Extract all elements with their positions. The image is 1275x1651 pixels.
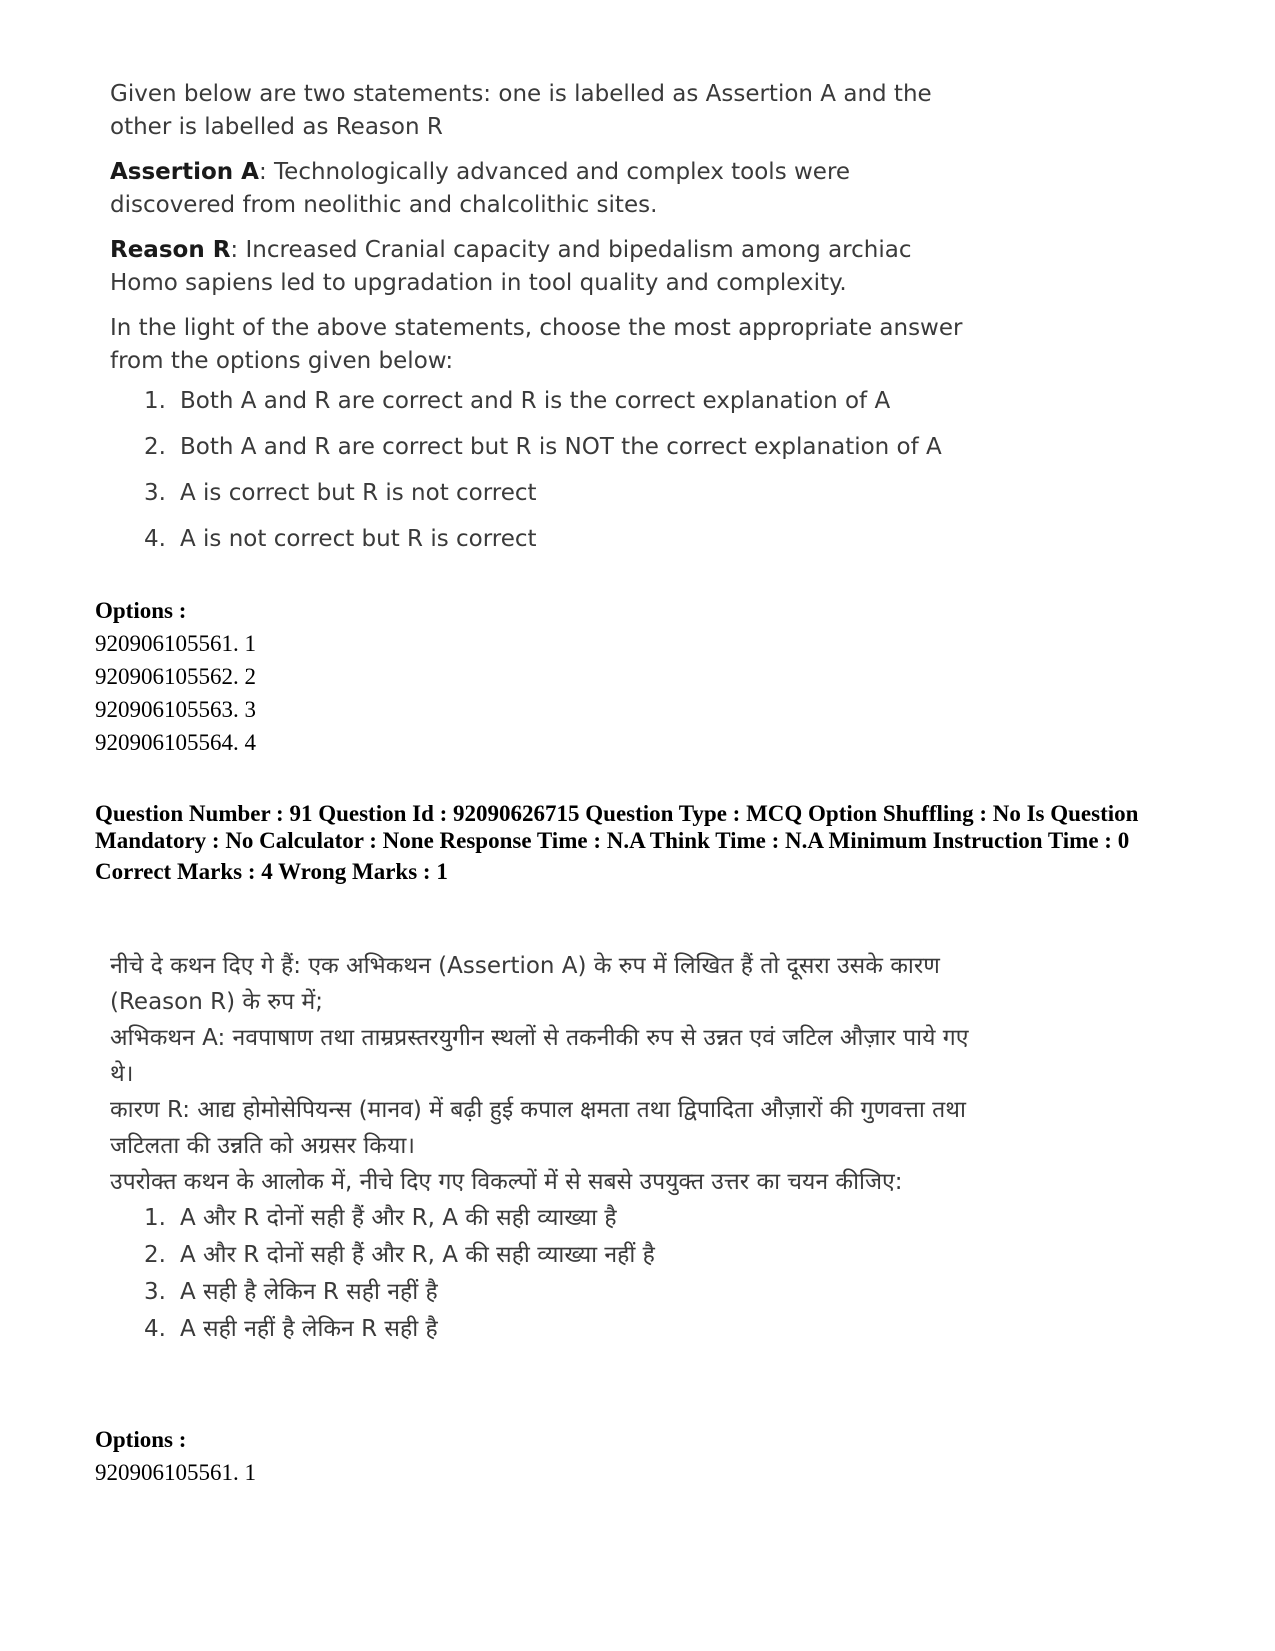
question-intro: Given below are two statements: one is labelled as Assertion A and the other is labelled as Reason R — [110, 81, 932, 140]
instruction-hindi: उपरोक्त कथन के आलोक में, नीचे दिए गए विकल्पों में से सबसे उपयुक्त उत्तर का चयन कीजिए: — [110, 1169, 903, 1195]
options-label: Options : — [95, 598, 187, 623]
answer-choices-english — [110, 378, 970, 562]
option-id: 920906105561. 1 — [95, 1460, 256, 1485]
choice-text: A सही नहीं है लेकिन R सही है — [180, 1316, 438, 1342]
option-id: 920906105563. 3 — [95, 697, 256, 722]
answer-choice — [110, 470, 970, 516]
choice-text: A is correct but R is not correct — [180, 480, 537, 506]
option-id: 920906105561. 1 — [95, 631, 256, 656]
answer-choice — [110, 378, 970, 424]
reason-hindi: कारण R: आद्य होमोसेपियन्स (मानव) में बढ़ी हुई कपाल क्षमता तथा द्विपादिता औज़ारों की गुणवत्ता तथा जटिलता की उन्नति को अग्रसर किया। — [110, 1097, 966, 1159]
assertion-label: Assertion A — [110, 159, 259, 185]
choice-text: A और R दोनों सही हैं और R, A की सही व्याख्या है — [180, 1205, 617, 1231]
choice-number: 1. — [144, 388, 166, 414]
choice-number: 3. — [144, 1279, 166, 1305]
choice-number: 3. — [144, 480, 166, 506]
answer-choice — [110, 1311, 970, 1348]
assertion-hindi: अभिकथन A: नवपाषाण तथा ताम्रप्रस्तरयुगीन स्थलों से तकनीकी रुप से उन्नत एवं जटिल औज़ार पाये गए थे। — [110, 1025, 969, 1087]
answer-choices-hindi — [110, 1200, 970, 1348]
question-info-line: Question Number : 91 Question Id : 92090626715 Question Type : MCQ Option Shuffling : No Is Question Mandatory : No Calculator : None Response Time : N.A Think Time : N.A Minimum Instruction Time : 0 — [95, 801, 1139, 853]
choice-number: 4. — [144, 1316, 166, 1342]
choice-text: A और R दोनों सही हैं और R, A की सही व्याख्या नहीं है — [180, 1242, 655, 1268]
question-instruction: In the light of the above statements, choose the most appropriate answer from the options given below: — [110, 315, 963, 374]
choice-number: 2. — [144, 434, 166, 460]
answer-choice — [110, 1237, 970, 1274]
reason-label: Reason R — [110, 237, 231, 263]
choice-number: 1. — [144, 1205, 166, 1231]
answer-choice — [110, 516, 970, 562]
option-id: 920906105564. 4 — [95, 730, 256, 755]
question-metadata — [95, 800, 1215, 885]
options-block — [95, 594, 256, 759]
options-block — [95, 1423, 256, 1489]
assertion-statement — [110, 156, 970, 222]
question-hindi — [110, 948, 970, 1348]
question-english — [110, 78, 970, 562]
choice-text: A सही है लेकिन R सही नहीं है — [180, 1279, 438, 1305]
reason-text: : Increased Cranial capacity and bipedalism among archiac Homo sapiens led to upgradation in tool quality and complexity. — [110, 237, 912, 296]
choice-number: 4. — [144, 526, 166, 552]
answer-choice — [110, 424, 970, 470]
options-label: Options : — [95, 1427, 187, 1452]
marks-line: Correct Marks : 4 Wrong Marks : 1 — [95, 859, 448, 884]
choice-number: 2. — [144, 1242, 166, 1268]
reason-statement — [110, 234, 970, 300]
question-intro-hindi: नीचे दे कथन दिए गे हैं: एक अभिकथन (Assertion A) के रुप में लिखित हैं तो दूसरा उसके कारण (Reason R) के रुप में; — [110, 953, 940, 1015]
answer-choice — [110, 1274, 970, 1311]
choice-text: Both A and R are correct but R is NOT the correct explanation of A — [180, 434, 942, 460]
option-id: 920906105562. 2 — [95, 664, 256, 689]
choice-text: A is not correct but R is correct — [180, 526, 537, 552]
choice-text: Both A and R are correct and R is the correct explanation of A — [180, 388, 891, 414]
answer-choice — [110, 1200, 970, 1237]
assertion-text: : Technologically advanced and complex tools were discovered from neolithic and chalcolithic sites. — [110, 159, 851, 218]
